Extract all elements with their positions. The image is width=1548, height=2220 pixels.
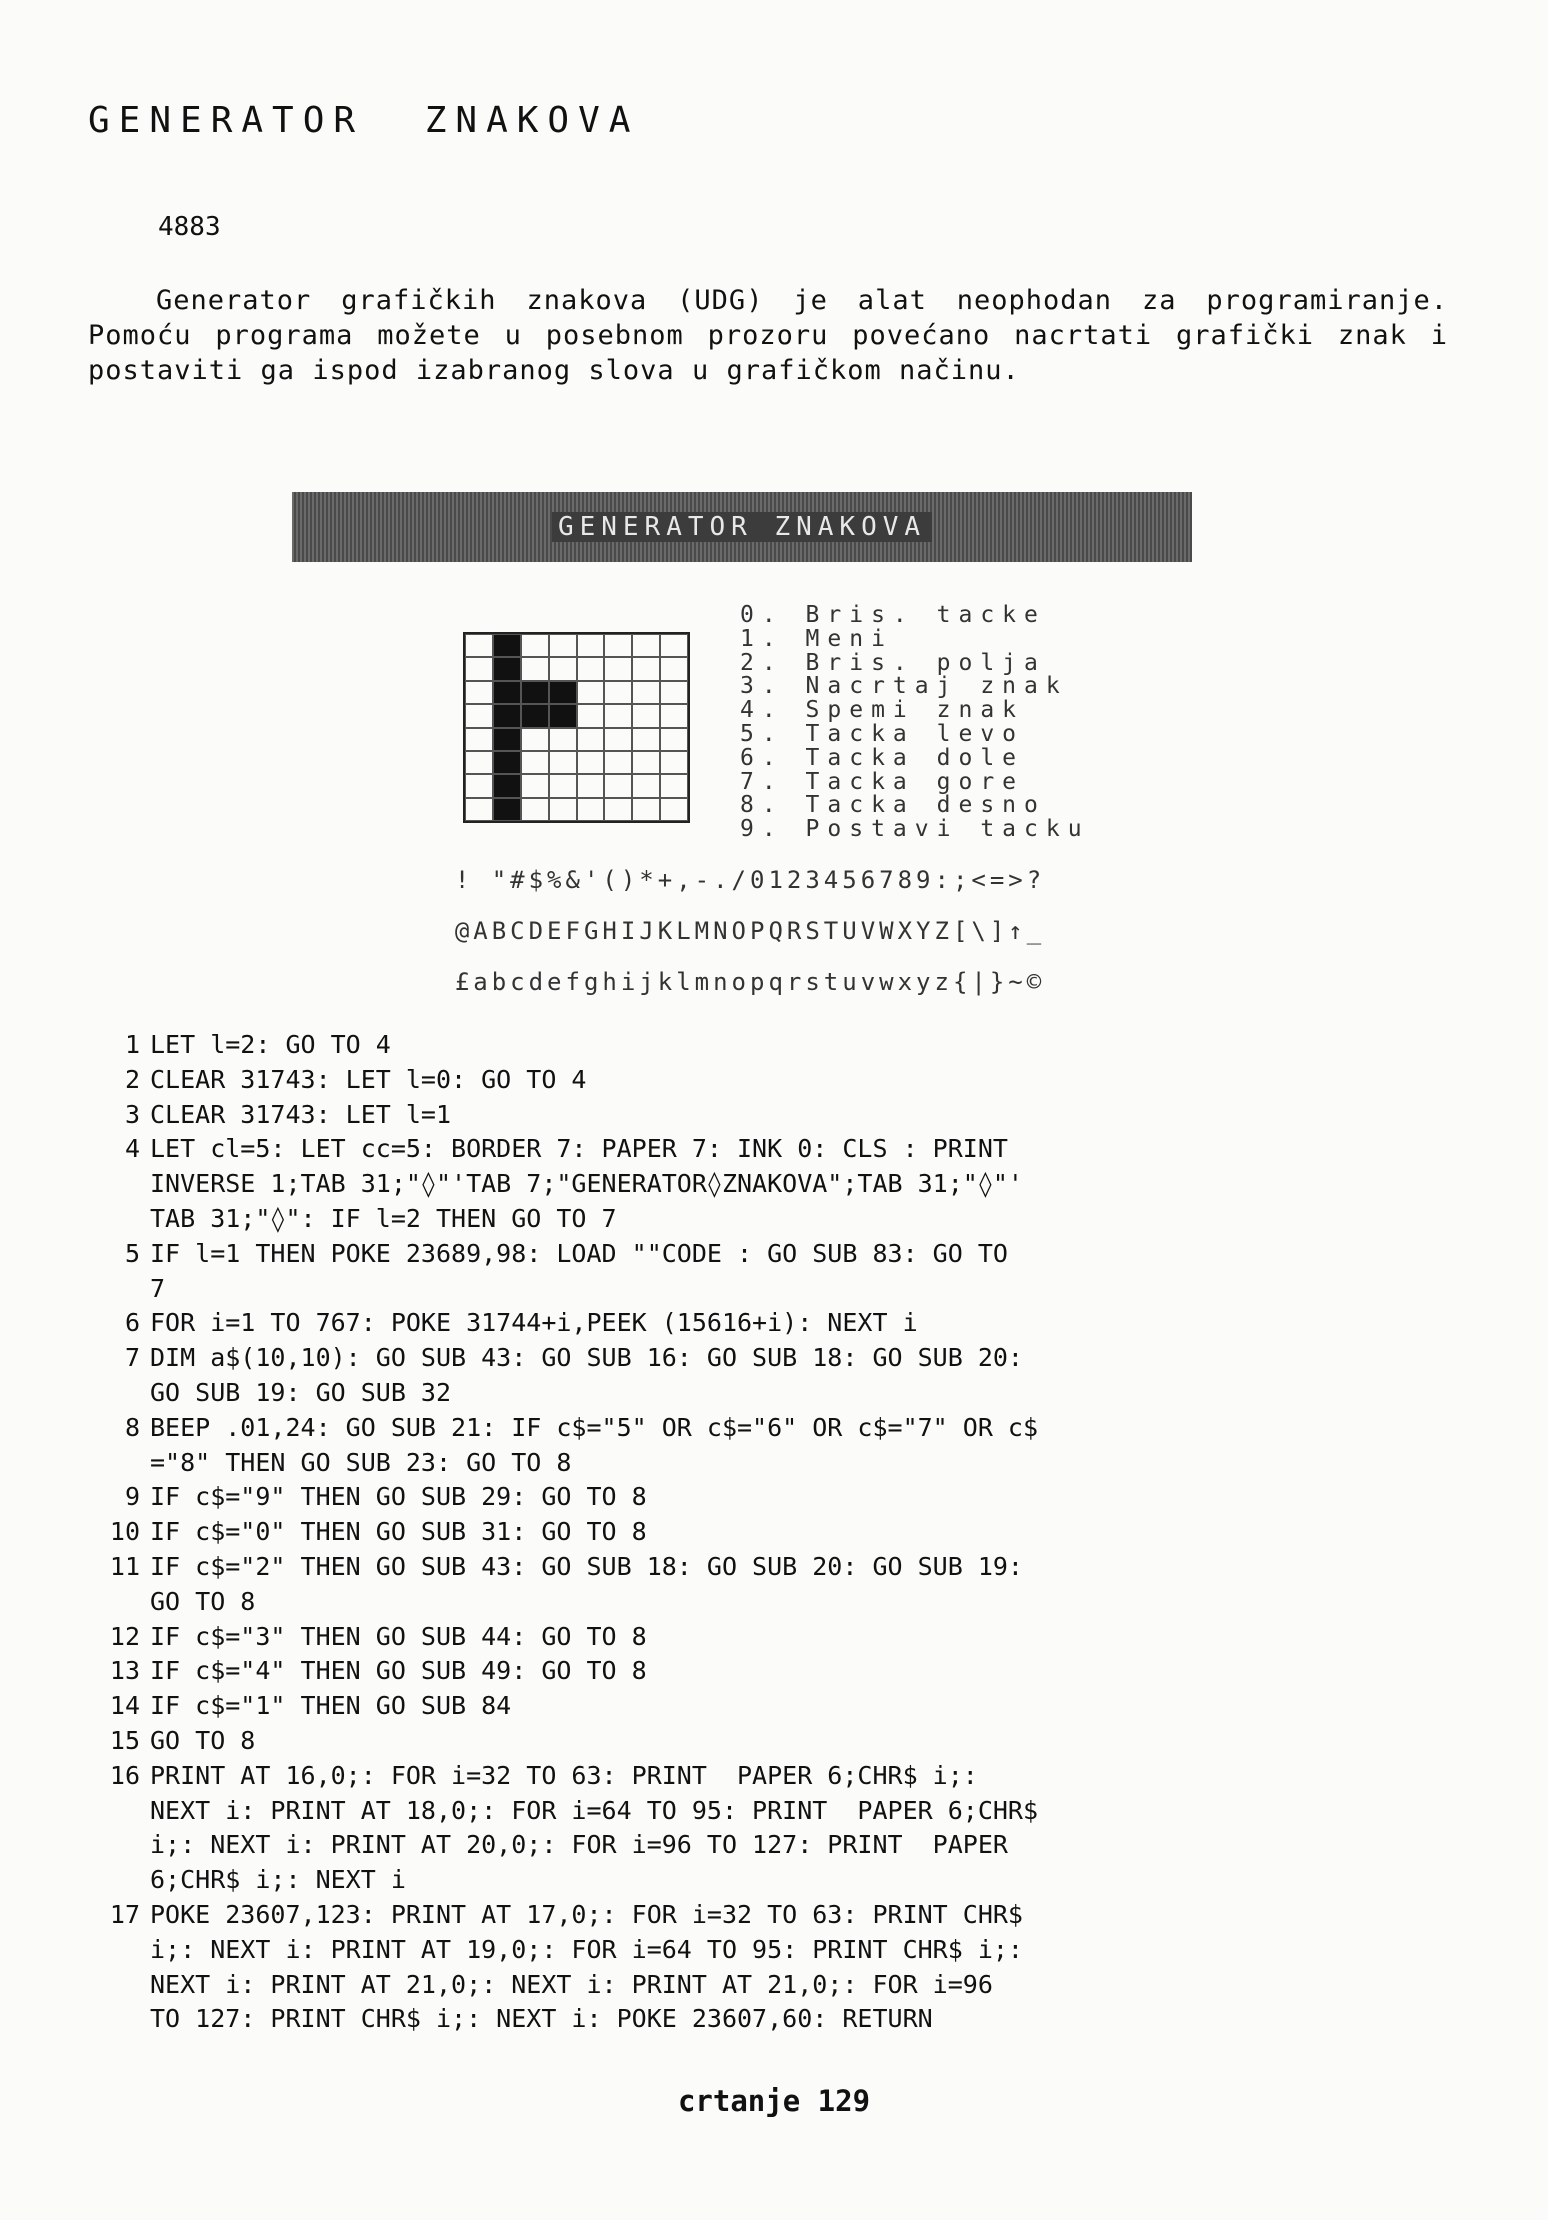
listing-line [88,1063,1408,1098]
grid-cell [521,704,549,727]
line-code: FOR i=1 TO 767: POKE 31744+i,PEEK (15616+i): NEXT i [150,1308,918,1338]
line-number: 2 [124,1064,140,1094]
grid-cell [604,774,632,797]
charset-row-3: £abcdefghijklmnopqrstuvwxyz{|}~© [454,968,1046,996]
line-code: IF c$="9" THEN GO SUB 29: GO TO 8 [150,1482,647,1512]
grid-cell [521,728,549,751]
line-number: 10 [109,1517,140,1547]
listing-line [88,1620,1408,1655]
line-number: 9 [124,1482,140,1512]
grid-cell [465,751,493,774]
grid-cell [521,681,549,704]
line-number: 16 [109,1760,140,1790]
listing-line [88,1098,1408,1133]
grid-cell [521,774,549,797]
grid-cell [577,751,605,774]
menu-item: 9. Postavi tacku [740,816,1090,843]
grid-cell [549,774,577,797]
grid-cell [604,798,632,821]
page-footer: crtanje 129 [677,2084,871,2118]
listing-line [88,1132,1408,1236]
grid-cell [604,634,632,657]
grid-cell [632,634,660,657]
menu-item: 0. Bris. tacke [740,602,1046,628]
line-number: 17 [109,1899,140,1929]
grid-cell [604,728,632,751]
intro-text: Generator grafičkih znakova (UDG) je alat neophodan za programiranje. Pomoću programa možete u posebnom prozoru povećano nacrtati grafički znak i postaviti ga ispod izabranog slova u grafičkom načinu. [88,285,1448,386]
basic-listing [88,1028,1408,2037]
screen-header-text: GENERATOR ZNAKOVA [552,512,932,542]
page-title: GENERATOR ZNAKOVA [88,100,640,141]
listing-line [88,1689,1408,1724]
grid-cell [660,798,688,821]
grid-cell [660,728,688,751]
line-code: LET cl=5: LET cc=5: BORDER 7: PAPER 7: INK 0: CLS : PRINT INVERSE 1;TAB 31;"◊"'TAB 7;"GENERATOR◊ZNAKOVA";TAB 31;"◊"' TAB 31;"◊": IF l=2 THEN GO TO 7 [150,1134,1023,1233]
menu-item: 8. Tacka desno [740,792,1046,819]
line-number: 12 [109,1621,140,1651]
intro-paragraph [88,283,1448,388]
line-code: PRINT AT 16,0;: FOR i=32 TO 63: PRINT PAPER 6;CHR$ i;: NEXT i: PRINT AT 18,0;: FOR i=64 TO 95: PRINT PAPER 6;CHR$ i;: NEXT i: PRINT AT 20,0;: FOR i=96 TO 127: PRINT PAPER 6;CHR$ i;: NEXT i [150,1760,1039,1895]
listing-line [88,1306,1408,1341]
grid-cell [660,634,688,657]
listing-line [88,1341,1408,1411]
grid-cell [577,728,605,751]
line-code: BEEP .01,24: GO SUB 21: IF c$="5" OR c$="6" OR c$="7" OR c$ ="8" THEN GO SUB 23: GO TO 8 [150,1412,1039,1477]
menu-item: 6. Tacka dole [740,744,1025,771]
character-edit-grid [463,632,690,823]
grid-cell [521,657,549,680]
grid-cell [604,704,632,727]
grid-cell [493,728,521,751]
line-number: 3 [124,1099,140,1129]
grid-cell [549,634,577,657]
grid-cell [632,728,660,751]
grid-cell [549,681,577,704]
grid-cell [577,681,605,704]
grid-cell [493,751,521,774]
line-code: DIM a$(10,10): GO SUB 43: GO SUB 16: GO SUB 18: GO SUB 20: GO SUB 19: GO SUB 32 [150,1343,1023,1407]
line-code: LET l=2: GO TO 4 [150,1030,391,1059]
grid-cell [660,657,688,680]
grid-cell [465,634,493,657]
screen-header-bar [292,492,1192,562]
grid-cell [465,728,493,751]
grid-cell [549,728,577,751]
line-number: 15 [109,1725,140,1755]
grid-cell [604,751,632,774]
listing-line [88,1724,1408,1759]
line-code: IF c$="4" THEN GO SUB 49: GO TO 8 [150,1656,647,1686]
line-code: IF c$="3" THEN GO SUB 44: GO TO 8 [150,1621,647,1651]
grid-cell [521,798,549,821]
grid-cell [660,774,688,797]
grid-cell [577,798,605,821]
grid-cell [465,704,493,727]
grid-cell [549,751,577,774]
grid-cell [493,798,521,821]
grid-cell [632,751,660,774]
grid-cell [632,681,660,704]
grid-cell [465,798,493,821]
program-code-number: 4883 [158,212,221,242]
grid-cell [493,704,521,727]
grid-cell [493,657,521,680]
grid-cell [493,774,521,797]
line-number: 4 [124,1134,140,1164]
line-code: GO TO 8 [150,1725,256,1755]
listing-line [88,1759,1408,1898]
grid-cell [493,681,521,704]
menu-item: 5. Tacka levo [740,720,1025,747]
grid-cell [604,681,632,704]
line-code: CLEAR 31743: LET l=0: GO TO 4 [150,1064,587,1094]
grid-cell [465,657,493,680]
grid-cell [577,657,605,680]
line-code: IF c$="0" THEN GO SUB 31: GO TO 8 [150,1517,647,1547]
listing-line [88,1550,1408,1620]
line-number: 6 [124,1308,140,1338]
line-number: 1 [124,1030,140,1059]
grid-cell [632,798,660,821]
grid-cell [465,681,493,704]
listing-line [88,1237,1408,1307]
line-number: 14 [109,1691,140,1721]
listing-line [88,1028,1408,1063]
grid-cell [521,634,549,657]
listing-line [88,1515,1408,1550]
line-number: 7 [124,1343,140,1373]
grid-cell [549,657,577,680]
menu-item: 2. Bris. polja [740,649,1046,676]
grid-cell [577,634,605,657]
grid-cell [549,704,577,727]
menu-item: 1. Meni [740,625,893,652]
menu-item: 7. Tacka gore [740,768,1025,795]
listing-line [88,1898,1408,2037]
menu-item: 4. Spemi znak [740,697,1025,724]
line-number: 8 [124,1412,140,1442]
grid-cell [660,704,688,727]
line-code: IF c$="2" THEN GO SUB 43: GO SUB 18: GO SUB 20: GO SUB 19: GO TO 8 [150,1551,1023,1616]
grid-cell [549,798,577,821]
line-number: 5 [124,1238,140,1268]
grid-cell [521,751,549,774]
listing-line [88,1654,1408,1689]
grid-cell [577,704,605,727]
line-number: 11 [109,1551,140,1581]
grid-cell [465,774,493,797]
grid-cell [632,657,660,680]
grid-cell [660,751,688,774]
line-code: IF l=1 THEN POKE 23689,98: LOAD ""CODE : GO SUB 83: GO TO 7 [150,1238,1008,1303]
menu-item: 3. Nacrtaj znak [740,673,1068,700]
grid-cell [604,657,632,680]
listing-line [88,1411,1408,1481]
screen-menu [740,604,1090,842]
line-code: IF c$="1" THEN GO SUB 84 [150,1691,512,1721]
grid-cell [660,681,688,704]
grid-cell [632,774,660,797]
grid-cell [632,704,660,727]
grid-cell [493,634,521,657]
charset-row-2: @ABCDEFGHIJKLMNOPQRSTUVWXYZ[\]↑_ [454,917,1046,945]
charset-row-1: ! "#$%&'()*+,-./0123456789:;<=>? [454,866,1046,894]
line-code: CLEAR 31743: LET l=1 [150,1099,452,1129]
listing-line [88,1480,1408,1515]
grid-cell [577,774,605,797]
line-code: POKE 23607,123: PRINT AT 17,0;: FOR i=32 TO 63: PRINT CHR$ i;: NEXT i: PRINT AT 19,0;: FOR i=64 TO 95: PRINT CHR$ i;: NEXT i: PRINT AT 21,0;: NEXT i: PRINT AT 21,0;: FOR i=96 TO 127: PRINT CHR$ i;: NEXT i: POKE 23607,60: RETURN [150,1899,1023,2034]
line-number: 13 [109,1656,140,1686]
